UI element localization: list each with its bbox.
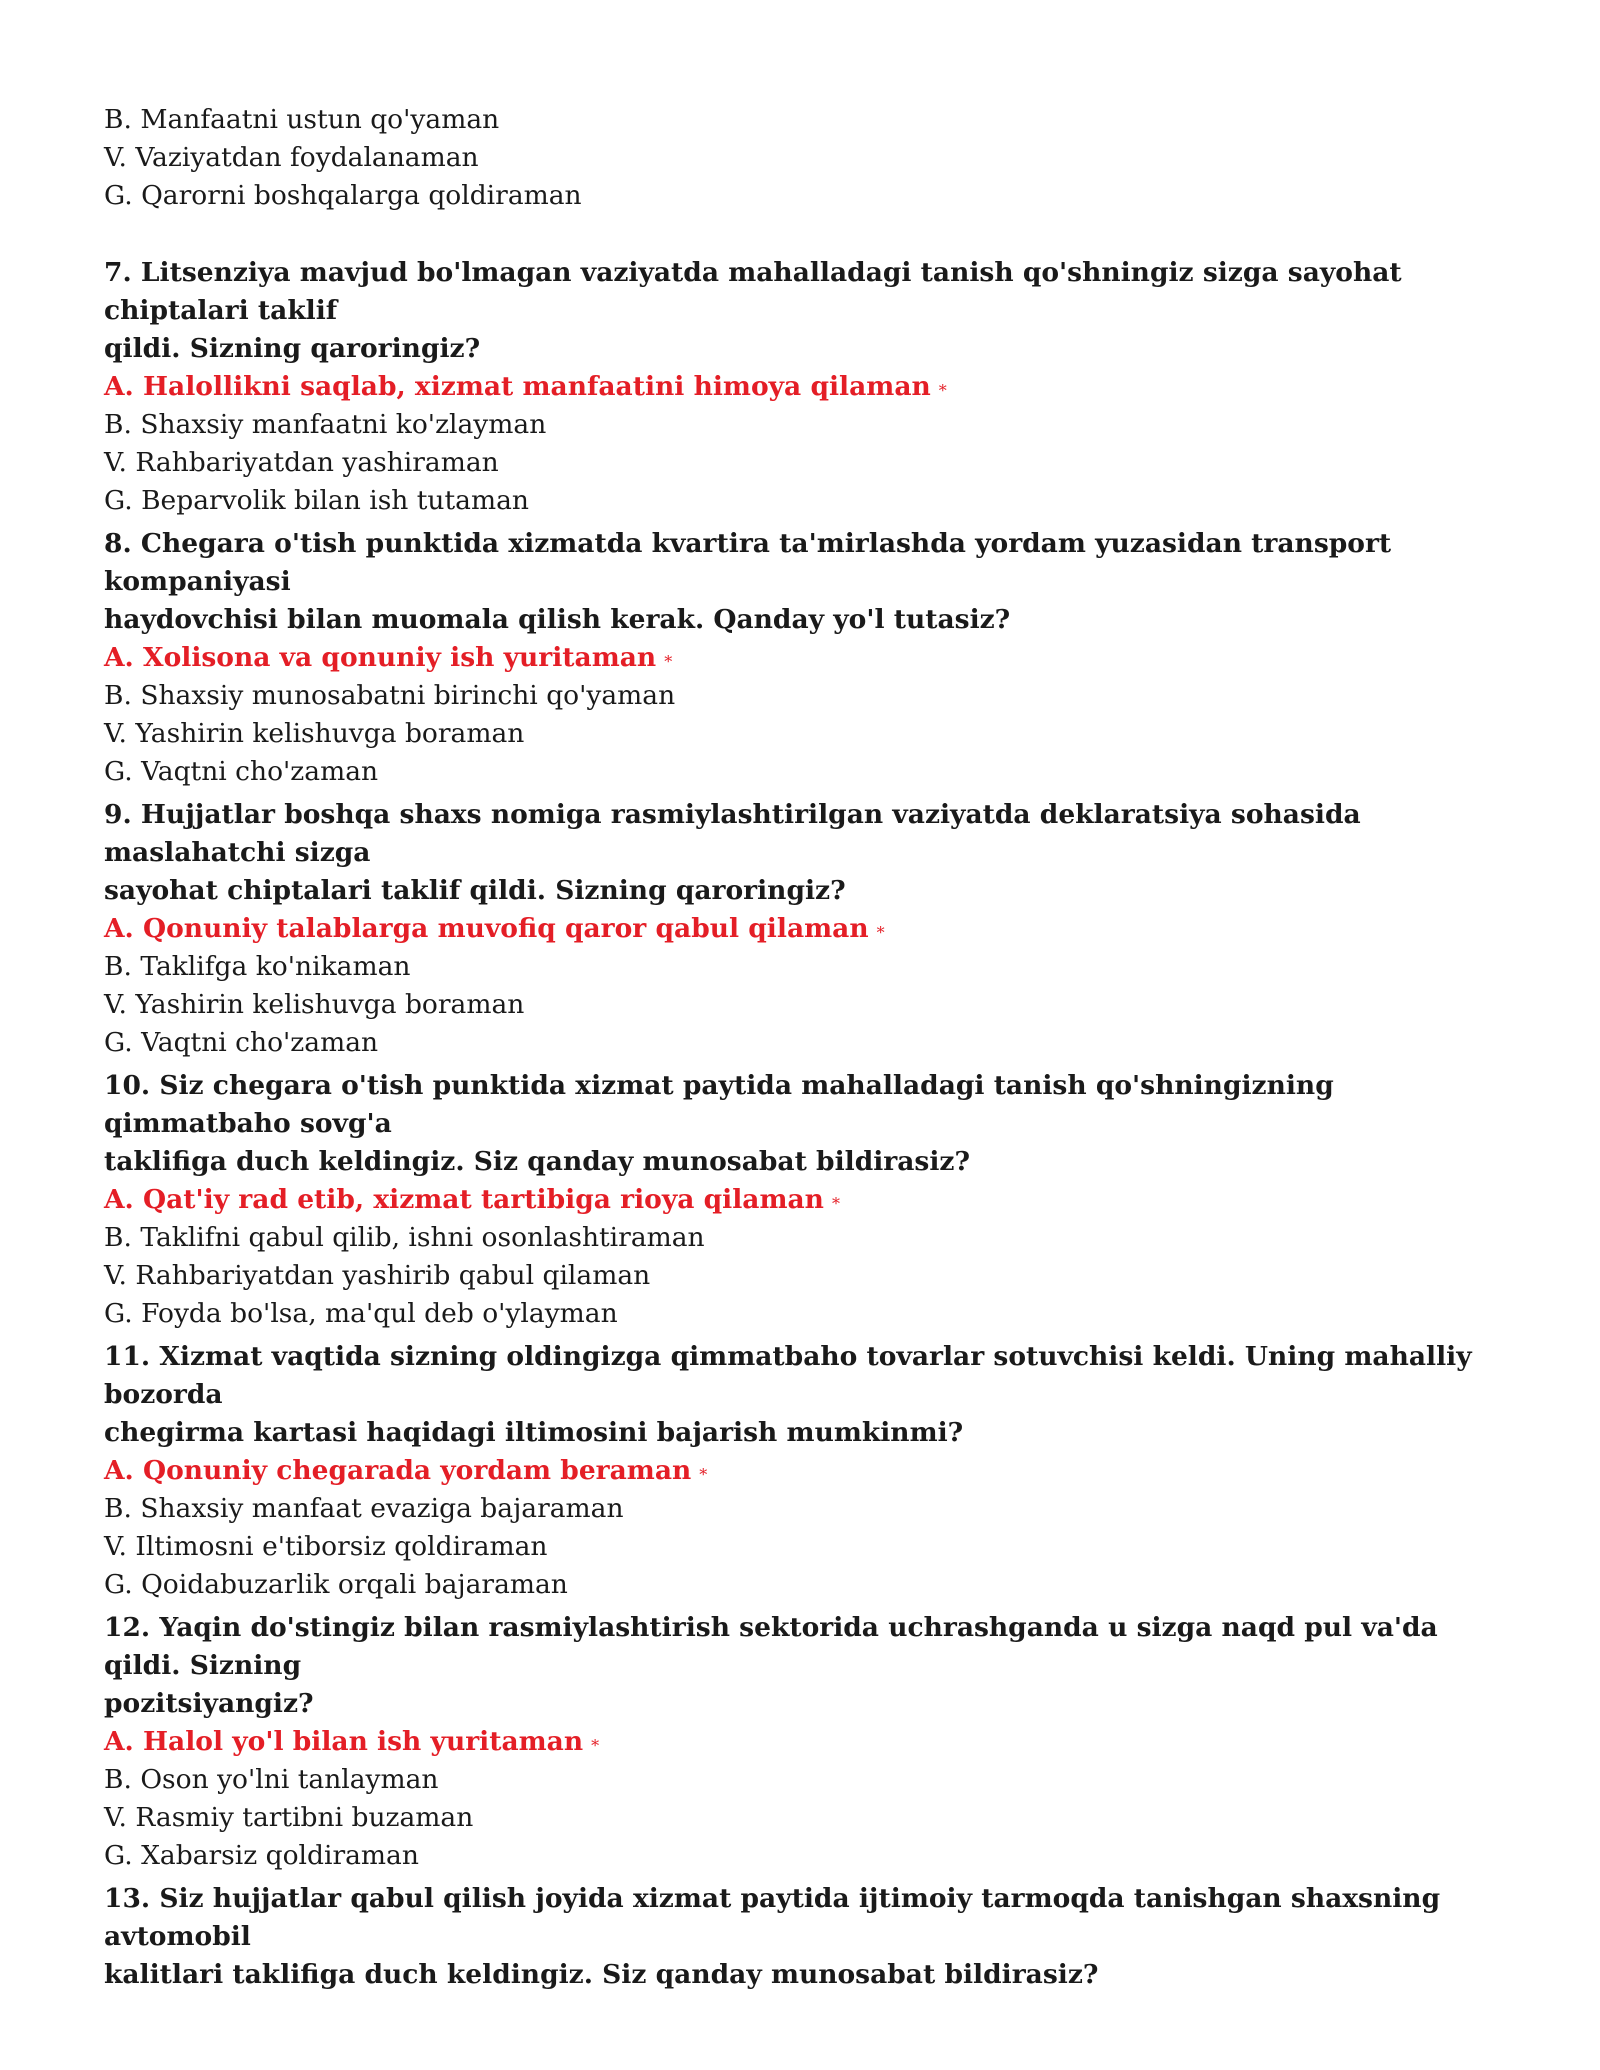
correct-marker-asterisk: * bbox=[591, 1736, 600, 1755]
question-title-cont: qildi. Sizning qaroringiz? bbox=[104, 333, 481, 364]
option-b: B. Shaxsiy munosabatni birinchi qo'yaman bbox=[104, 680, 676, 711]
question-12 bbox=[104, 1609, 1504, 1875]
question-title-cont: chegirma kartasi haqidagi iltimosini bajarish mumkinmi? bbox=[104, 1417, 964, 1448]
question-title-cont: taklifiga duch keldingiz. Siz qanday munosabat bildirasiz? bbox=[104, 1146, 970, 1177]
correct-marker-asterisk: * bbox=[876, 923, 885, 942]
option-g: G. Qoidabuzarlik orqali bajaraman bbox=[104, 1569, 568, 1600]
option-g: G. Foyda bo'lsa, ma'qul deb o'ylayman bbox=[104, 1298, 618, 1329]
question-title: 9. Hujjatlar boshqa shaxs nomiga rasmiylashtirilgan vaziyatda deklaratsiya sohasida maslahatchi sizga bbox=[104, 799, 1361, 868]
correct-answer-text: A. Xolisona va qonuniy ish yuritaman bbox=[104, 642, 657, 673]
option-b: B. Taklifni qabul qilib, ishni osonlashtiraman bbox=[104, 1222, 705, 1253]
option-v: V. Yashirin kelishuvga boraman bbox=[104, 989, 525, 1020]
correct-answer bbox=[104, 639, 1504, 677]
option-v: V. Iltimosni e'tiborsiz qoldiraman bbox=[104, 1531, 548, 1562]
question-title-cont: sayohat chiptalari taklif qildi. Sizning qaroringiz? bbox=[104, 875, 846, 906]
correct-answer-text: A. Qonuniy talablarga muvofiq qaror qabul qilaman bbox=[104, 913, 869, 944]
question-title-cont: haydovchisi bilan muomala qilish kerak. Qanday yo'l tutasiz? bbox=[104, 604, 1011, 635]
option-v: V. Yashirin kelishuvga boraman bbox=[104, 718, 525, 749]
correct-answer bbox=[104, 910, 1504, 948]
previous-question-options bbox=[104, 101, 1504, 215]
question-11 bbox=[104, 1338, 1504, 1604]
option-b: B. Manfaatni ustun qo'yaman bbox=[104, 104, 500, 135]
correct-marker-asterisk: * bbox=[938, 381, 947, 400]
option-b: B. Shaxsiy manfaat evaziga bajaraman bbox=[104, 1493, 624, 1524]
option-g: G. Qarorni boshqalarga qoldiraman bbox=[104, 180, 582, 211]
option-g: G. Beparvolik bilan ish tutaman bbox=[104, 485, 529, 516]
question-title: 8. Chegara o'tish punktida xizmatda kvartira ta'mirlashda yordam yuzasidan transport kompaniyasi bbox=[104, 528, 1392, 597]
question-8 bbox=[104, 525, 1504, 791]
question-13 bbox=[104, 1880, 1504, 1994]
correct-marker-asterisk: * bbox=[664, 652, 673, 671]
correct-marker-asterisk: * bbox=[831, 1194, 840, 1213]
correct-marker-asterisk: * bbox=[699, 1465, 708, 1484]
correct-answer bbox=[104, 368, 1504, 406]
correct-answer bbox=[104, 1723, 1504, 1761]
option-g: G. Vaqtni cho'zaman bbox=[104, 1027, 379, 1058]
question-9 bbox=[104, 796, 1504, 1062]
question-title: 11. Xizmat vaqtida sizning oldingizga qimmatbaho tovarlar sotuvchisi keldi. Uning mahalliy bozorda bbox=[104, 1341, 1472, 1410]
question-title: 13. Siz hujjatlar qabul qilish joyida xizmat paytida ijtimoiy tarmoqda tanishgan shaxsning avtomobil bbox=[104, 1883, 1441, 1952]
option-g: G. Xabarsiz qoldiraman bbox=[104, 1840, 419, 1871]
option-v: V. Vaziyatdan foydalanaman bbox=[104, 142, 479, 173]
correct-answer-text: A. Qat'iy rad etib, xizmat tartibiga rioya qilaman bbox=[104, 1184, 824, 1215]
option-v: V. Rasmiy tartibni buzaman bbox=[104, 1802, 474, 1833]
question-title: 7. Litsenziya mavjud bo'lmagan vaziyatda mahalladagi tanish qo'shningiz sizga sayohat chiptalari taklif bbox=[104, 257, 1402, 326]
option-v: V. Rahbariyatdan yashirib qabul qilaman bbox=[104, 1260, 651, 1291]
option-b: B. Shaxsiy manfaatni ko'zlayman bbox=[104, 409, 547, 440]
correct-answer bbox=[104, 1181, 1504, 1219]
correct-answer-text: A. Qonuniy chegarada yordam beraman bbox=[104, 1455, 692, 1486]
option-b: B. Oson yo'lni tanlayman bbox=[104, 1764, 439, 1795]
correct-answer bbox=[104, 1452, 1504, 1490]
question-title-cont: kalitlari taklifiga duch keldingiz. Siz qanday munosabat bildirasiz? bbox=[104, 1959, 1099, 1990]
option-b: B. Taklifga ko'nikaman bbox=[104, 951, 411, 982]
correct-answer-text: A. Halollikni saqlab, xizmat manfaatini himoya qilaman bbox=[104, 371, 931, 402]
question-title: 12. Yaqin do'stingiz bilan rasmiylashtirish sektorida uchrashganda u sizga naqd pul va'da qildi. Sizning bbox=[104, 1612, 1438, 1681]
option-v: V. Rahbariyatdan yashiraman bbox=[104, 447, 499, 478]
question-title-cont: pozitsiyangiz? bbox=[104, 1688, 314, 1719]
option-g: G. Vaqtni cho'zaman bbox=[104, 756, 379, 787]
correct-answer-text: A. Halol yo'l bilan ish yuritaman bbox=[104, 1726, 584, 1757]
question-7 bbox=[104, 254, 1504, 520]
question-title: 10. Siz chegara o'tish punktida xizmat paytida mahalladagi tanish qo'shningizning qimmatbaho sovg'a bbox=[104, 1070, 1334, 1139]
question-10 bbox=[104, 1067, 1504, 1333]
